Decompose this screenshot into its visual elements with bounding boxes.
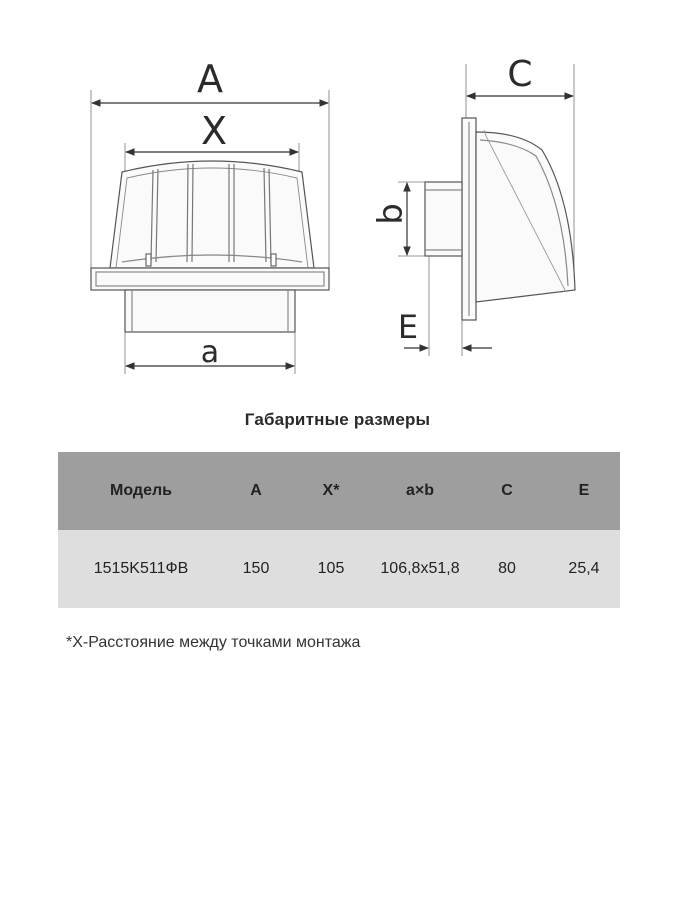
base-plate bbox=[91, 268, 329, 290]
cell-e: 25,4 bbox=[548, 530, 620, 608]
footnote: *X-Расстояние между точками монтажа bbox=[66, 634, 361, 651]
section-title: Габаритные размеры bbox=[244, 410, 431, 429]
cell-axb: 106,8x51,8 bbox=[374, 530, 466, 608]
label-A: A bbox=[197, 57, 223, 101]
header-e: E bbox=[548, 452, 620, 530]
header-model: Модель bbox=[58, 452, 224, 530]
label-a: a bbox=[200, 335, 220, 370]
header-a: A bbox=[224, 452, 288, 530]
dimension-drawing bbox=[0, 0, 675, 400]
header-x: X* bbox=[288, 452, 374, 530]
cell-a: 150 bbox=[224, 530, 288, 608]
label-E: E bbox=[397, 308, 419, 346]
cell-c: 80 bbox=[466, 530, 548, 608]
label-X: X bbox=[200, 109, 228, 153]
hood-body bbox=[110, 161, 314, 268]
dimensions-table bbox=[58, 452, 620, 608]
cell-model: 1515K511ФВ bbox=[58, 530, 224, 608]
cell-x: 105 bbox=[288, 530, 374, 608]
header-axb: a×b bbox=[374, 452, 466, 530]
label-b: b bbox=[371, 203, 411, 225]
spigot bbox=[125, 290, 295, 332]
side-spigot bbox=[425, 182, 462, 256]
side-hood bbox=[476, 132, 575, 302]
label-C: C bbox=[507, 54, 533, 95]
side-view bbox=[398, 64, 575, 356]
table-header-row bbox=[58, 452, 620, 530]
header-c: C bbox=[466, 452, 548, 530]
table-row bbox=[58, 530, 620, 608]
